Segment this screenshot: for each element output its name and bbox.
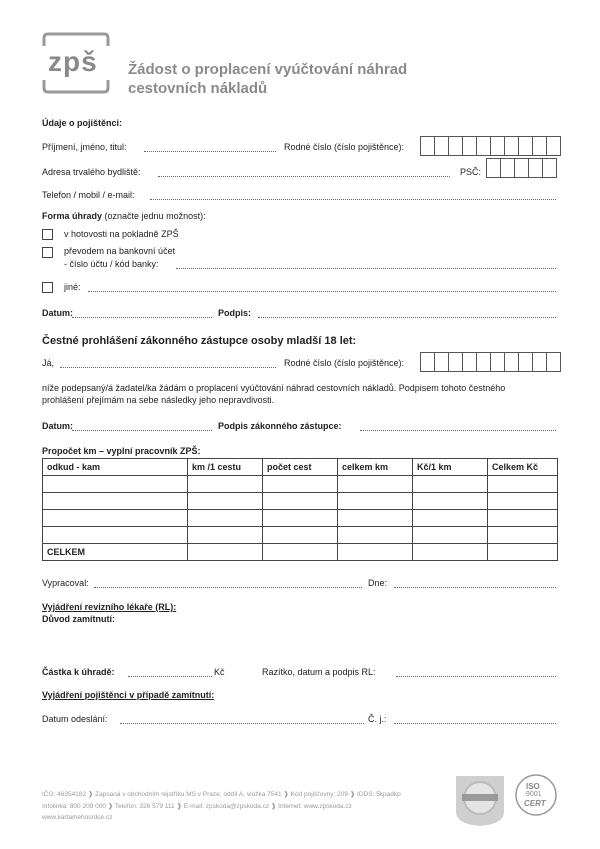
phone-label: Telefon / mobil / e-mail: <box>42 190 135 200</box>
calc-col-km-per-trip: km /1 cestu <box>188 459 263 476</box>
reviewer-heading: Vyjádření revizního lékaře (RL): <box>42 602 177 612</box>
bank-account-label: - číslo účtu / kód banky: <box>64 259 159 269</box>
checkbox-bank[interactable] <box>42 247 53 258</box>
date-field-1[interactable] <box>72 317 212 318</box>
psc-boxes[interactable] <box>486 158 557 178</box>
calc-table <box>42 458 558 561</box>
address-field[interactable] <box>158 176 450 177</box>
option-other-label: jiné: <box>64 282 81 292</box>
option-bank-label: převodem na bankovní účet <box>64 246 176 256</box>
payment-heading-title: Forma úhrady <box>42 211 103 221</box>
other-field[interactable] <box>88 291 556 292</box>
signature-label-1: Podpis: <box>218 308 251 318</box>
phone-field[interactable] <box>150 199 556 200</box>
quality-seal-icon <box>452 772 508 828</box>
iso-text: ISO <box>526 782 540 791</box>
sent-date-field[interactable] <box>120 723 364 724</box>
page-title-line1: Žádost o proplacení vyúčtování náhrad <box>128 61 408 78</box>
declaration-heading: Čestné prohlášení zákonného zástupce osoby mladší 18 let: <box>42 335 357 347</box>
ja-label: Já, <box>42 358 55 368</box>
declaration-text-line1: níže podepsaný/á žadatel/ka žádám o proplacení vyúčtování náhrad cestovních nákladů. Podpisem tohoto čestného <box>42 383 506 393</box>
date-label-2: Datum: <box>42 421 73 431</box>
birth-number-label: Rodné číslo (číslo pojištěnce): <box>284 142 405 152</box>
iso-number: 9001 <box>526 791 542 798</box>
calc-total-label: CELKEM <box>43 544 188 561</box>
declaration-text-line2: prohlášení přejímám na sebe následky jeho nepravdivosti. <box>42 395 275 405</box>
calc-heading: Propočet km – vyplní pracovník ZPŠ: <box>42 446 201 456</box>
signature-label-2: Podpis zákonného zástupce: <box>218 421 342 431</box>
logo <box>42 32 110 94</box>
address-label: Adresa trvalého bydliště: <box>42 167 141 177</box>
day-label: Dne: <box>368 578 388 588</box>
checkbox-cash[interactable] <box>42 229 53 240</box>
payment-heading <box>42 211 206 221</box>
declaration-birth-boxes[interactable] <box>420 352 561 372</box>
ja-field[interactable] <box>60 367 276 368</box>
sent-date-label: Datum odeslání: <box>42 714 108 724</box>
birth-number-boxes[interactable] <box>420 136 561 156</box>
declaration-text <box>42 382 505 406</box>
psc-label: PSČ: <box>460 167 482 177</box>
signature-field-1[interactable] <box>258 317 556 318</box>
table-row <box>43 493 558 510</box>
date-field-2[interactable] <box>72 430 212 431</box>
name-label: Příjmení, jméno, titul: <box>42 142 127 152</box>
stamp-label: Razítko, datum a podpis RL: <box>262 667 376 677</box>
iso-certificate-badge <box>514 773 558 817</box>
insured-heading: Údaje o pojištěnci: <box>42 118 123 128</box>
rejection-heading: Vyjádření pojištěnci v případě zamítnutí: <box>42 690 215 700</box>
prepared-label: Vypracoval: <box>42 578 89 588</box>
page-title-line2: cestovních nákladů <box>128 80 268 97</box>
calc-col-total-czk: Celkem Kč <box>488 459 558 476</box>
logo-text: zpš <box>48 46 98 77</box>
footer-line1: IČO: 46354182 ❱ Zapsaná v obchodním rejstříku MS v Praze, oddíl A, vložka 7541 ❱ Kód pojišťovny: 209 ❱ IDDS: 5kpadkp <box>42 791 401 798</box>
declaration-birth-label: Rodné číslo (číslo pojištěnce): <box>284 358 405 368</box>
day-field[interactable] <box>394 587 556 588</box>
date-label-1: Datum: <box>42 308 73 318</box>
amount-field[interactable] <box>128 676 212 677</box>
option-cash-label: v hotovosti na pokladně ZPŠ <box>64 229 179 239</box>
checkbox-other[interactable] <box>42 282 53 293</box>
table-row <box>43 527 558 544</box>
footer-line2: Infolinka: 800 209 000 ❱ Telefon: 326 579 111 ❱ E-mail: zpskoda@zpskoda.cz ❱ Internet: www.zpskoda.cz <box>42 803 352 810</box>
name-field[interactable] <box>144 151 276 152</box>
reference-label: Č. j.: <box>368 714 387 724</box>
calc-col-czk-per-km: Kč/1 km <box>413 459 488 476</box>
amount-unit: Kč <box>214 667 225 677</box>
table-row <box>43 476 558 493</box>
calc-col-total-km: celkem km <box>338 459 413 476</box>
calc-col-trip-count: počet cest <box>263 459 338 476</box>
amount-label: Částka k úhradě: <box>42 667 115 677</box>
signature-field-2[interactable] <box>360 430 556 431</box>
prepared-field[interactable] <box>94 587 362 588</box>
stamp-field[interactable] <box>396 676 556 677</box>
calc-col-route: odkud - kam <box>43 459 188 476</box>
cert-text: CERT <box>524 799 546 808</box>
calc-header-row <box>43 459 558 476</box>
reference-field[interactable] <box>394 723 556 724</box>
bank-account-field[interactable] <box>176 268 556 269</box>
footer-line3: www.kartamehosrdce.cz <box>42 814 113 821</box>
page-title <box>128 60 407 98</box>
calc-total-row <box>43 544 558 561</box>
table-row <box>43 510 558 527</box>
payment-heading-note: (označte jednu možnost): <box>104 211 206 221</box>
reason-label: Důvod zamítnutí: <box>42 614 115 624</box>
